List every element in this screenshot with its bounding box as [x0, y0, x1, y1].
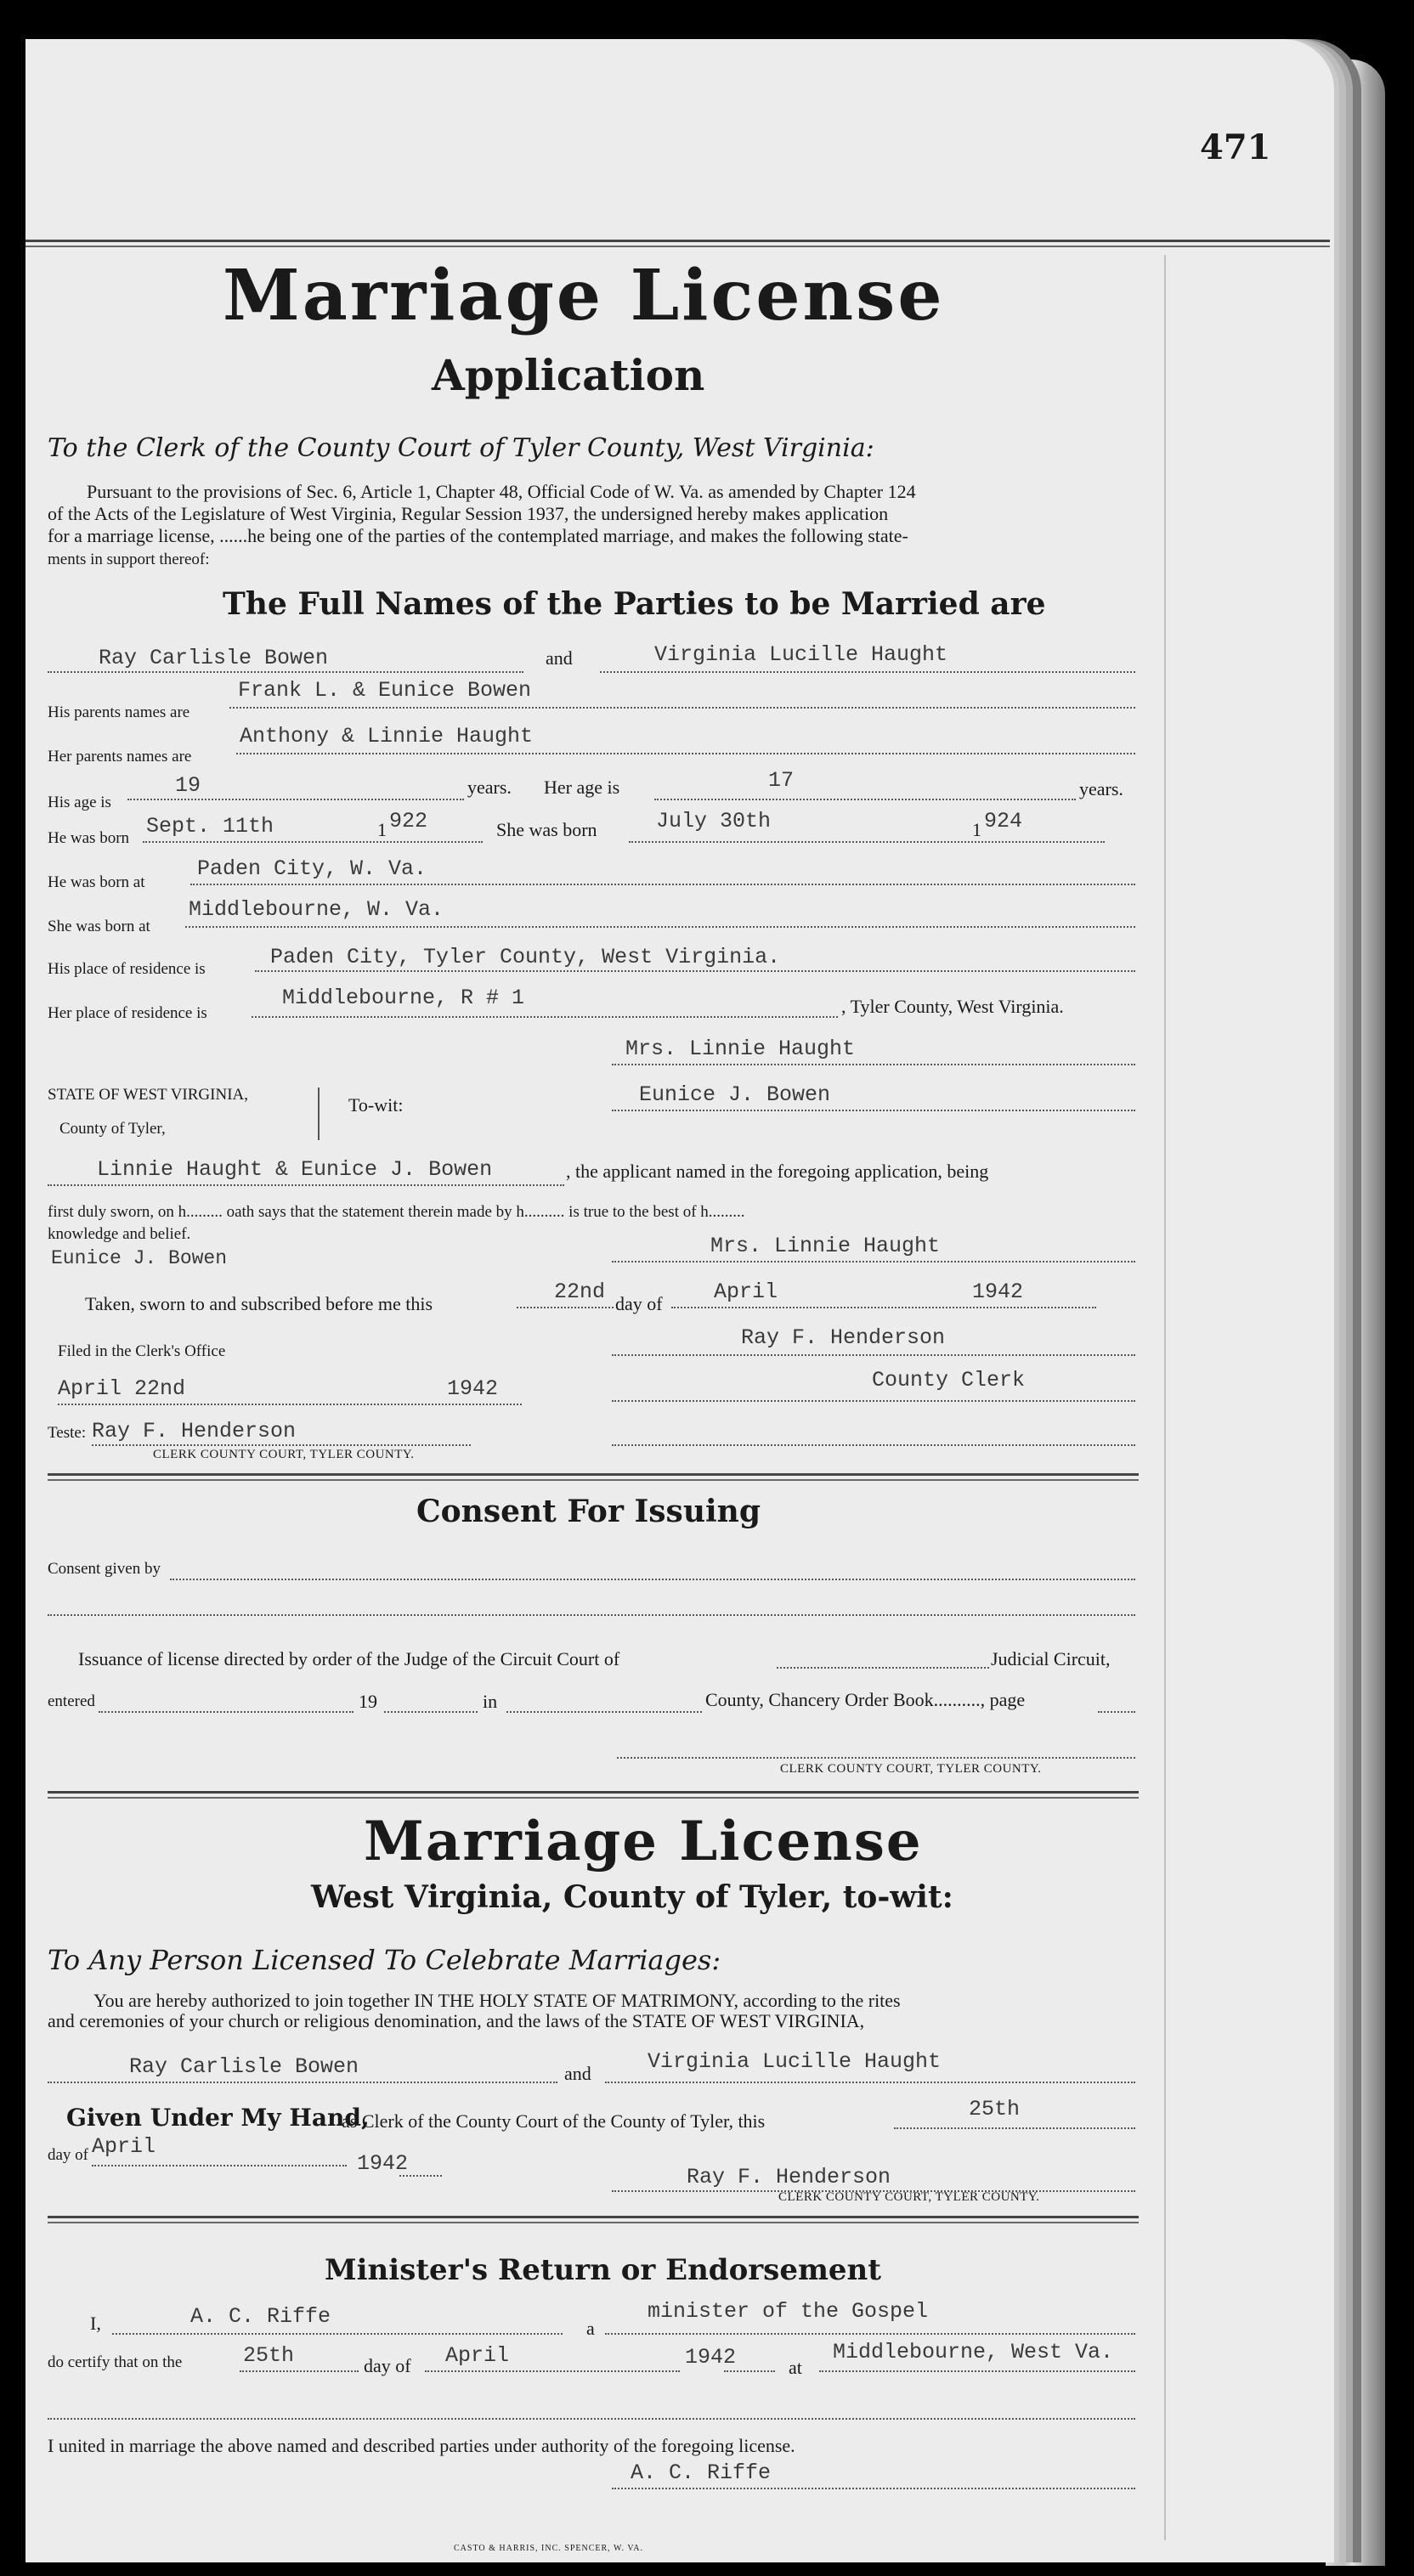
county-label: County of Tyler, — [59, 1120, 166, 1138]
judicial-label: Judicial Circuit, — [991, 1648, 1111, 1669]
day-of-label: day of — [615, 1293, 663, 1314]
minister-day-of: day of — [364, 2355, 411, 2376]
sworn-month: April — [714, 1280, 778, 1304]
given-text: as Clerk of the County Court of the County of Tyler, this — [342, 2110, 766, 2132]
filed-label: Filed in the Clerk's Office — [58, 1342, 226, 1360]
rule-3 — [48, 1791, 1139, 1799]
license-clerk: Ray F. Henderson — [687, 2165, 891, 2189]
minister-i: I, — [90, 2313, 101, 2334]
his-birth-date: Sept. 11th — [146, 814, 274, 839]
intro-line-1: Pursuant to the provisions of Sec. 6, Article 1, Chapter 48, Official Code of W. Va. as amended by Chapter 124 — [87, 481, 916, 502]
minister-month: April — [445, 2343, 510, 2368]
her-parents-label: Her parents names are — [48, 748, 192, 765]
intro-line-3: for a marriage license, ......he being one of the parties of the contemplated marriage, and makes the following state- — [48, 525, 908, 546]
license-year: 1942 — [357, 2151, 409, 2176]
his-age: 19 — [175, 773, 201, 798]
clerk-court-2: CLERK COUNTY COURT, TYLER COUNTY. — [780, 1762, 1042, 1776]
license-and: and — [564, 2063, 591, 2084]
intro-line-2: of the Acts of the Legislature of West Virginia, Regular Session 1937, the undersigned hereby makes application — [48, 503, 889, 524]
his-parents: Frank L. & Eunice Bowen — [238, 678, 532, 703]
book-edge — [1326, 59, 1385, 2566]
minister-name: A. C. Riffe — [190, 2304, 331, 2329]
his-residence: Paden City, Tyler County, West Virginia. — [270, 945, 781, 969]
clerk-court-1: CLERK COUNTY COURT, TYLER COUNTY. — [153, 1448, 415, 1461]
signature-1: Mrs. Linnie Haught — [625, 1037, 856, 1061]
margin-line — [1164, 255, 1166, 2540]
clerk-court-3: CLERK COUNTY COURT, TYLER COUNTY. — [778, 2190, 1040, 2204]
license-bride: Virginia Lucille Haught — [648, 2049, 942, 2074]
license-subtitle: West Virginia, County of Tyler, to-wit: — [311, 1879, 953, 1915]
minister-place: Middlebourne, West Va. — [833, 2340, 1114, 2364]
printer-credit: CASTO & HARRIS, INC. SPENCER, W. VA. — [454, 2544, 643, 2553]
united-text: I united in marriage the above named and described parties under authority of the foregoing license. — [48, 2435, 795, 2456]
license-month: April — [92, 2134, 156, 2159]
his-parents-label: His parents names are — [48, 703, 190, 721]
consent-given-by: Consent given by — [48, 1560, 161, 1578]
years-label-1: years. — [467, 777, 512, 798]
sworn-day: 22nd — [554, 1280, 606, 1304]
years-label-2: years. — [1079, 778, 1123, 799]
sworn-text: first duly sworn, on h......... oath says that the statement therein made by h.......... is true to the best of h......... — [48, 1203, 745, 1221]
entered-label: entered — [48, 1692, 95, 1710]
he-born-at-label: He was born at — [48, 873, 145, 891]
license-address: To Any Person Licensed To Celebrate Marriages: — [48, 1944, 721, 1976]
his-birth-year: 922 — [389, 809, 428, 833]
century-1: 1 — [377, 819, 387, 840]
groom-name: Ray Carlisle Bowen — [99, 646, 329, 670]
teste-name: Ray F. Henderson — [92, 1419, 297, 1443]
knowledge-label: knowledge and belief. — [48, 1225, 191, 1243]
license-groom: Ray Carlisle Bowen — [129, 2054, 359, 2079]
page-number: 471 — [1200, 127, 1271, 167]
her-birth-year: 924 — [984, 809, 1023, 833]
she-born-at-label: She was born at — [48, 918, 150, 935]
license-line-1: You are hereby authorized to join together IN THE HOLY STATE OF MATRIMONY, according to the rites — [93, 1990, 901, 2011]
certify-label: do certify that on the — [48, 2353, 183, 2371]
rule-2 — [48, 1473, 1139, 1481]
applicants: Linnie Haught & Eunice J. Bowen — [97, 1157, 493, 1182]
minister-title: minister of the Gospel — [648, 2299, 929, 2324]
his-residence-label: His place of residence is — [48, 960, 206, 978]
given-label: Given Under My Hand, — [66, 2104, 370, 2132]
he-born-label: He was born — [48, 829, 130, 847]
consent-in: in — [483, 1691, 498, 1712]
his-birthplace: Paden City, W. Va. — [197, 856, 427, 881]
title: Marriage License — [223, 255, 945, 336]
license-line-2: and ceremonies of your church or religious denomination, and the laws of the STATE OF WEST VIRGINIA, — [48, 2010, 865, 2031]
county-chancery: County, Chancery Order Book.........., page — [705, 1689, 1026, 1710]
tyler-wv-label: , Tyler County, West Virginia. — [841, 996, 1064, 1017]
she-born-label: She was born — [496, 819, 597, 840]
license-title: Marriage License — [364, 1810, 923, 1873]
applicant-text: , the applicant named in the foregoing application, being — [566, 1161, 989, 1182]
issuance-text: Issuance of license directed by order of the Judge of the Circuit Court of — [78, 1648, 620, 1669]
to-wit-label: To-wit: — [348, 1094, 404, 1116]
filed-year: 1942 — [447, 1376, 499, 1401]
sig-right: Mrs. Linnie Haught — [710, 1234, 941, 1258]
signature-2: Eunice J. Bowen — [639, 1082, 831, 1107]
her-birth-date: July 30th — [656, 809, 772, 833]
teste-label: Teste: — [48, 1424, 87, 1442]
bride-name: Virginia Lucille Haught — [654, 642, 948, 667]
her-residence: Middlebourne, R # 1 — [282, 986, 525, 1010]
sig-left: Eunice J. Bowen — [51, 1247, 228, 1269]
state-label: STATE OF WEST VIRGINIA, — [48, 1086, 248, 1104]
consent-heading: Consent For Issuing — [416, 1494, 761, 1529]
parties-heading: The Full Names of the Parties to be Married are — [223, 586, 1046, 622]
rule-4 — [48, 2216, 1139, 2223]
her-residence-label: Her place of residence is — [48, 1004, 207, 1022]
top-rule — [25, 240, 1330, 247]
her-birthplace: Middlebourne, W. Va. — [189, 897, 444, 922]
sworn-year: 1942 — [972, 1280, 1024, 1304]
clerk-name: Ray F. Henderson — [741, 1325, 946, 1350]
century-2: 1 — [972, 819, 981, 840]
her-age-label: Her age is — [544, 777, 620, 798]
minister-signature: A. C. Riffe — [631, 2460, 772, 2485]
her-parents: Anthony & Linnie Haught — [240, 724, 534, 749]
minister-a: a — [586, 2318, 595, 2339]
minister-heading: Minister's Return or Endorsement — [325, 2253, 881, 2287]
license-day-of: day of — [48, 2146, 89, 2164]
minister-year: 1942 — [685, 2345, 737, 2370]
minister-day: 25th — [243, 2343, 295, 2368]
intro-line-4: ments in support thereof: — [48, 551, 210, 568]
and-label: and — [546, 647, 573, 669]
subtitle: Application — [432, 350, 705, 400]
taken-sworn-label: Taken, sworn to and subscribed before me this — [85, 1293, 433, 1314]
his-age-label: His age is — [48, 794, 111, 811]
her-age: 17 — [768, 768, 795, 793]
consent-nineteen: 19 — [359, 1691, 377, 1712]
clerk-title: County Clerk — [872, 1368, 1026, 1393]
address-line: To the Clerk of the County Court of Tyler County, West Virginia: — [48, 433, 874, 463]
filed-date: April 22nd — [58, 1376, 186, 1401]
license-day: 25th — [969, 2097, 1021, 2121]
minister-at: at — [789, 2357, 802, 2378]
